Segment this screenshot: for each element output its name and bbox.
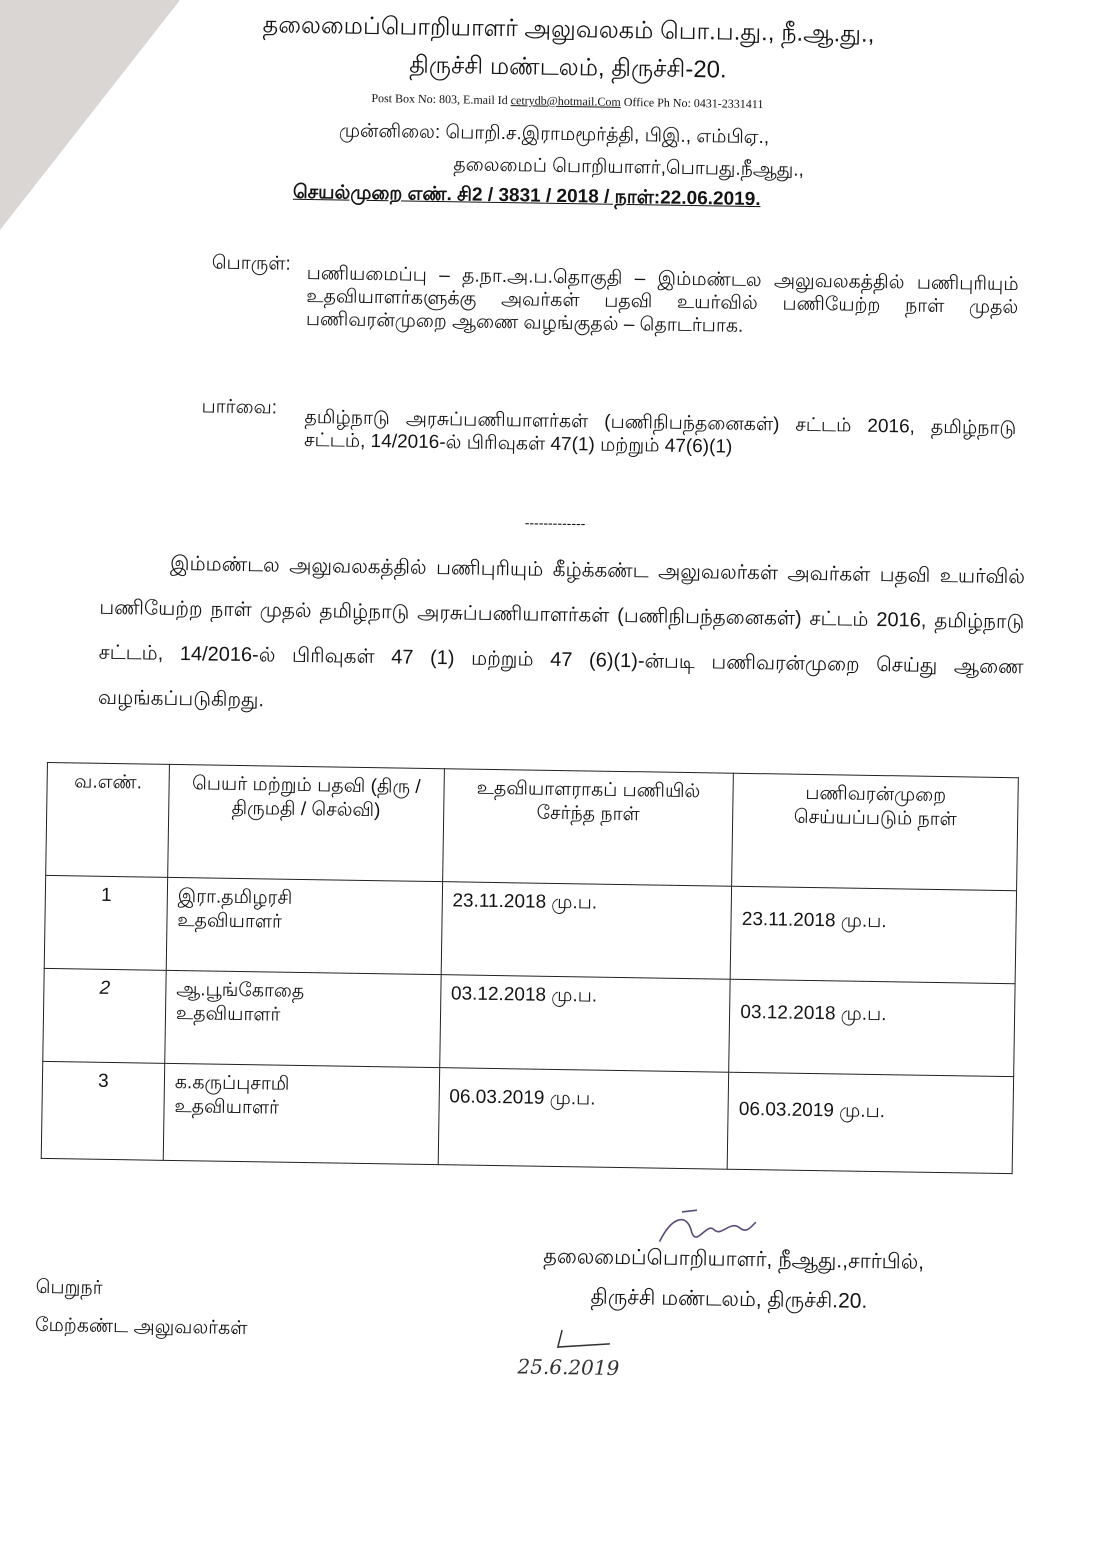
name: க.கருப்புசாமி <box>174 1071 290 1095</box>
name-post <box>165 970 441 1067</box>
recipient-value: மேற்கண்ட அலுவலர்கள் <box>34 1314 248 1340</box>
post: உதவியாளர் <box>174 1095 280 1119</box>
serial: 3 <box>41 1061 164 1160</box>
presence-name: பொறி.ச.இராமமூர்த்தி, பிஇ., எம்பிஏ., <box>445 122 770 149</box>
joined-date: 03.12.2018 மு.ப. <box>439 975 730 1073</box>
table-header-row <box>46 762 1019 890</box>
name: ஆ.பூங்கோதை <box>176 979 305 1003</box>
post-box: Post Box No: 803, E.mail Id <box>371 90 508 108</box>
reference-text: தமிழ்நாடு அரசுப்பணியாளர்கள் (பணிநிபந்தனைகள்) சட்டம் 2016, தமிழ்நாடு சட்டம், 14/2016-ல் பிரிவுகள் 47(1) மற்றும் 47(6)(1) <box>303 406 1017 458</box>
name-post <box>166 877 442 974</box>
signatory-line1: தலைமைப்பொறியாளர், நீஆது.,சார்பில், <box>543 1244 925 1274</box>
name-post <box>163 1063 439 1164</box>
contact-line <box>9 85 1116 118</box>
presence-label: முன்னிலை: <box>338 120 441 144</box>
col-regularised-date: பணிவரன்முறை செய்யப்படும் நாள் <box>732 773 1018 890</box>
table-row <box>41 1061 1013 1173</box>
phone: Office Ph No: 0431-2331411 <box>623 94 764 112</box>
separator: ------------- <box>524 514 586 532</box>
email-link[interactable]: cetrydb@hotmail.Com <box>510 93 621 109</box>
subject-label: பொருள்: <box>211 252 291 275</box>
presence-line <box>339 120 770 151</box>
subject-text: பணியமைப்பு – த.நா.அ.ப.தொகுதி – இம்மண்டல அலுவலகத்தில் பணிபுரியும் உதவியாளர்களுக்கு அவர்கள் பதவி உயர்வில் பணியேற்ற நாள் முதல் பணிவரன்முறை ஆணை வழங்குதல் – தொடர்பாக. <box>305 262 1019 337</box>
initial-mark-icon <box>550 1325 620 1356</box>
reference-label: பார்வை: <box>201 396 278 419</box>
col-joined-date: உதவியாளராகப் பணியில் சேர்ந்த நாள் <box>442 769 733 887</box>
post: உதவியாளர் <box>177 910 283 933</box>
col-serial: வ.எண். <box>46 762 170 877</box>
office-name: தலைமைப்பொறியாளர் அலுவலகம் பொ.ப.து., நீ.ஆ.து., <box>262 11 875 48</box>
col-name-post: பெயர் மற்றும் பதவி (திரு / திருமதி / செல்வி) <box>168 764 444 881</box>
post: உதவியாளர் <box>175 1003 281 1026</box>
table-row <box>44 875 1016 983</box>
serial: 2 <box>43 968 166 1063</box>
serial: 1 <box>44 875 167 970</box>
joined-date: 23.11.2018 மு.ப. <box>441 882 732 980</box>
handwritten-date: 25.6.2019 <box>517 1354 620 1381</box>
table-row <box>43 968 1015 1076</box>
reference-number: செயல்முறை எண். சி2 / 3831 / 2018 / நாள்:22.06.2019. <box>292 181 761 211</box>
signatory-line2: திருச்சி மண்டலம், திருச்சி.20. <box>590 1285 868 1313</box>
name: இரா.தமிழரசி <box>177 886 293 909</box>
presence-title: தலைமைப் பொறியாளர்,பொபது.நீஆது., <box>453 154 805 181</box>
regularisation-table <box>41 762 1019 1174</box>
body-paragraph: இம்மண்டல அலுவலகத்தில் பணிபுரியும் கீழ்க்கண்ட அலுவலர்கள் அவர்கள் பதவி உயர்வில் பணியேற்ற நாள் முதல் தமிழ்நாடு அரசுப்பணியாளர்கள் (பணிநிபந்தனைகள்) சட்டம் 2016, தமிழ்நாடு சட்டம், 14/2016-ல் பிரிவுகள் 47 (1) மற்றும் 47 (6)(1)-ன்படி பணிவரன்முறை செய்து ஆணை வழங்கப்படுகிறது. <box>97 552 1026 712</box>
regularised-date: 23.11.2018 மு.ப. <box>730 886 1016 983</box>
office-location: திருச்சி மண்டலம், திருச்சி-20. <box>408 51 727 84</box>
recipient-label: பெறுநர் <box>35 1276 103 1299</box>
joined-date: 06.03.2019 மு.ப. <box>438 1068 729 1170</box>
regularised-date: 06.03.2019 மு.ப. <box>727 1072 1013 1173</box>
regularised-date: 03.12.2018 மு.ப. <box>729 979 1015 1076</box>
